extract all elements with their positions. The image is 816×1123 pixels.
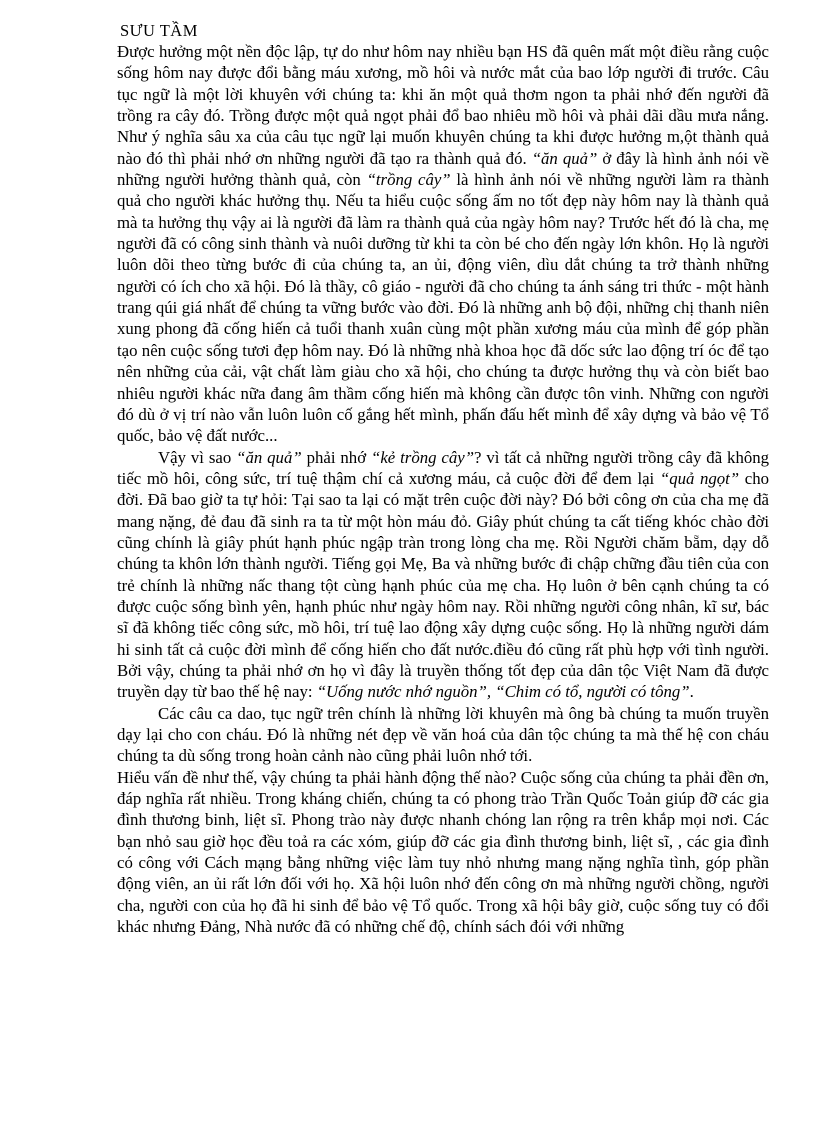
paragraph-2-text-b: phải nhớ [306,447,367,467]
quote-trong-cay: “trồng cây” [366,170,451,190]
quote-proverbs: “Uống nước nhớ nguồn”, “Chim có tổ, người có tông” [316,682,690,702]
paragraph-3: Các câu ca dao, tục ngữ trên chính là những lời khuyên mà ông bà chúng ta muốn truyền dạy lại cho con cháu. Đó là những nét đẹp về văn hoá của dân tộc chúng ta mà thế hệ con cháu chúng ta dù sống trong hoàn cảnh nào cũng phải luôn nhớ tới. [117,703,769,766]
paragraph-2 [117,447,769,703]
paragraph-1-text-b: ở đây là hình ảnh nói về những người hưởng thành quả, còn [117,148,769,190]
paragraph-2-text-a: Vậy vì sao [158,447,232,467]
paragraph-2-text-c: ? vì tất cả những người trồng cây đã không tiếc mồ hôi, công sức, trí tuệ thậm chí cả xương máu, cả cuộc đời để đem lại [117,447,770,488]
paragraph-1-text-a: Được hưởng một nền độc lập, tự do như hôm nay nhiều bạn HS đã quên mất một điều rằng cuộc sống hôm nay được đổi bằng máu xương, mồ hôi và nước mắt của bao lớp người đi trước. Câu tục ngữ là một lời khuyên với chúng ta: khi ăn một quả thơm ngon ta phải nhớ đến người đã trồng ra cây đó. Trồng được một quả ngọt phải đổ bao nhiêu mồ hôi và phải dãi dầu mưa nắng. Như ý nghĩa sâu xa của câu tục ngữ lại muốn khuyên chúng ta khi được hưởng m,ột thành quả nào đó thì phải nhớ ơn những người đã tạo ra thành quả đó. [117,42,769,168]
paragraph-2-text-d: cho đời. Đã bao giờ ta tự hỏi: Tại sao ta lại có mặt trên cuộc đời này? Đó bởi công ơn của cha mẹ đã mang nặng, đẻ đau đã sinh ra ta từ một hòn máu đỏ. Giây phút chúng ta cất tiếng khóc chào đời cũng chính là giây phút hạnh phúc ngập tràn trong lòng cha mẹ. Rồi Người chăm bẵm, dạy dỗ chúng ta khôn lớn thành người. Tiếng gọi Mẹ, Ba và những bước đi chập chững đầu tiên của con trẻ chính là những nấc thang tột cùng hạnh phúc của mẹ cha. Họ luôn ở bên cạnh chúng ta có được cuộc sống bình yên, hạnh phúc như ngày hôm nay. Rồi những người công nhân, kĩ sư, bác sĩ đã không tiếc công sức, mồ hôi, trí tuệ lao động xây dựng cuộc sống. Họ là những người dám hi sinh tất cả cuộc đời mình để cống hiến cho đất nước.điều đó cũng rất phù hợp với tình người. Bởi vậy, chúng ta phải nhớ ơn họ vì đây là truyền thống tốt đẹp của dân tộc Việt Nam đã được truyền dạy từ bao thế hệ nay: [117,468,770,702]
paragraph-1 [117,41,769,447]
paragraph-4: Hiểu vấn đề như thế, vậy chúng ta phải hành động thế nào? Cuộc sống của chúng ta phải đền ơn, đáp nghĩa rất nhiều. Trong kháng chiến, chúng ta có phong trào Trần Quốc Toản giúp đỡ các gia đình thương binh, liệt sĩ. Phong trào này được nhanh chóng lan rộng ra trên khắp mọi nơi. Các bạn nhỏ sau giờ học đều toả ra các xóm, giúp đỡ các gia đình thương binh, liệt sĩ, , các gia đình có công với Cách mạng bằng những việc làm tuy nhỏ nhưng mang nặng nghĩa tình, góp phần động viên, an ủi rất lớn đối với họ. Xã hội luôn nhớ đến công ơn mà những người chồng, người cha, người con của họ đã hi sinh để bảo vệ Tổ quốc. Trong xã hội bây giờ, cuộc sống tuy có đổi khác nhưng Đảng, Nhà nước đã có những chế độ, chính sách đói với những [117,767,769,937]
quote-qua-ngot: “quả ngọt” [659,468,740,488]
paragraph-1-text-c: là hình ảnh nói về những người làm ra thành quả cho người khác hưởng thụ. Nếu ta hiểu cuộc sống ấm no tốt đẹp này hôm nay là thành quả mà ta hưởng thụ vậy ai là người đã làm ra thành quả của ngày hôm nay? Trước hết đó là cha, mẹ người đã có công sinh thành và nuôi dưỡng từ khi ta còn bé cho đến ngày lớn khôn. Họ là người luôn dõi theo từng bước đi của chúng ta, an ủi, động viên, dìu dắt chúng ta trở thành những người có ích cho xã hội. Đó là thầy, cô giáo - người đã cho chúng ta ánh sáng tri thức - một hành trang qúi giá nhất để chúng ta vững bước vào đời. Đó là những anh bộ đội, những chị thanh niên xung phong đã cống hiến cả tuổi thanh xuân cùng một phần xương máu của mình để góp phần tạo nên cuộc sống tươi đẹp hôm nay. Đó là những nhà khoa học đã dốc sức lao động trí óc để tạo nên những của cải, vật chất làm giàu cho xã hội, cho chúng ta được hưởng thụ và còn biết bao nhiêu người khác nữa đang âm thầm cống hiến mà không cần được tôn vinh. Những con người đó dù ở vị trí nào vẫn luôn luôn cố gắng hết mình, phấn đấu hết mình để xây dựng và bảo vệ Tổ quốc, bảo vệ đất nước... [117,170,769,446]
document-body [117,20,769,937]
quote-ke-trong-cay: “kẻ trồng cây” [371,447,475,467]
quote-an-qua-2: “ăn quả” [236,447,302,467]
paragraph-2-text-e: . [689,682,694,702]
quote-an-qua: “ăn quả” [531,148,598,168]
document-heading: SƯU TẦM [120,21,198,40]
